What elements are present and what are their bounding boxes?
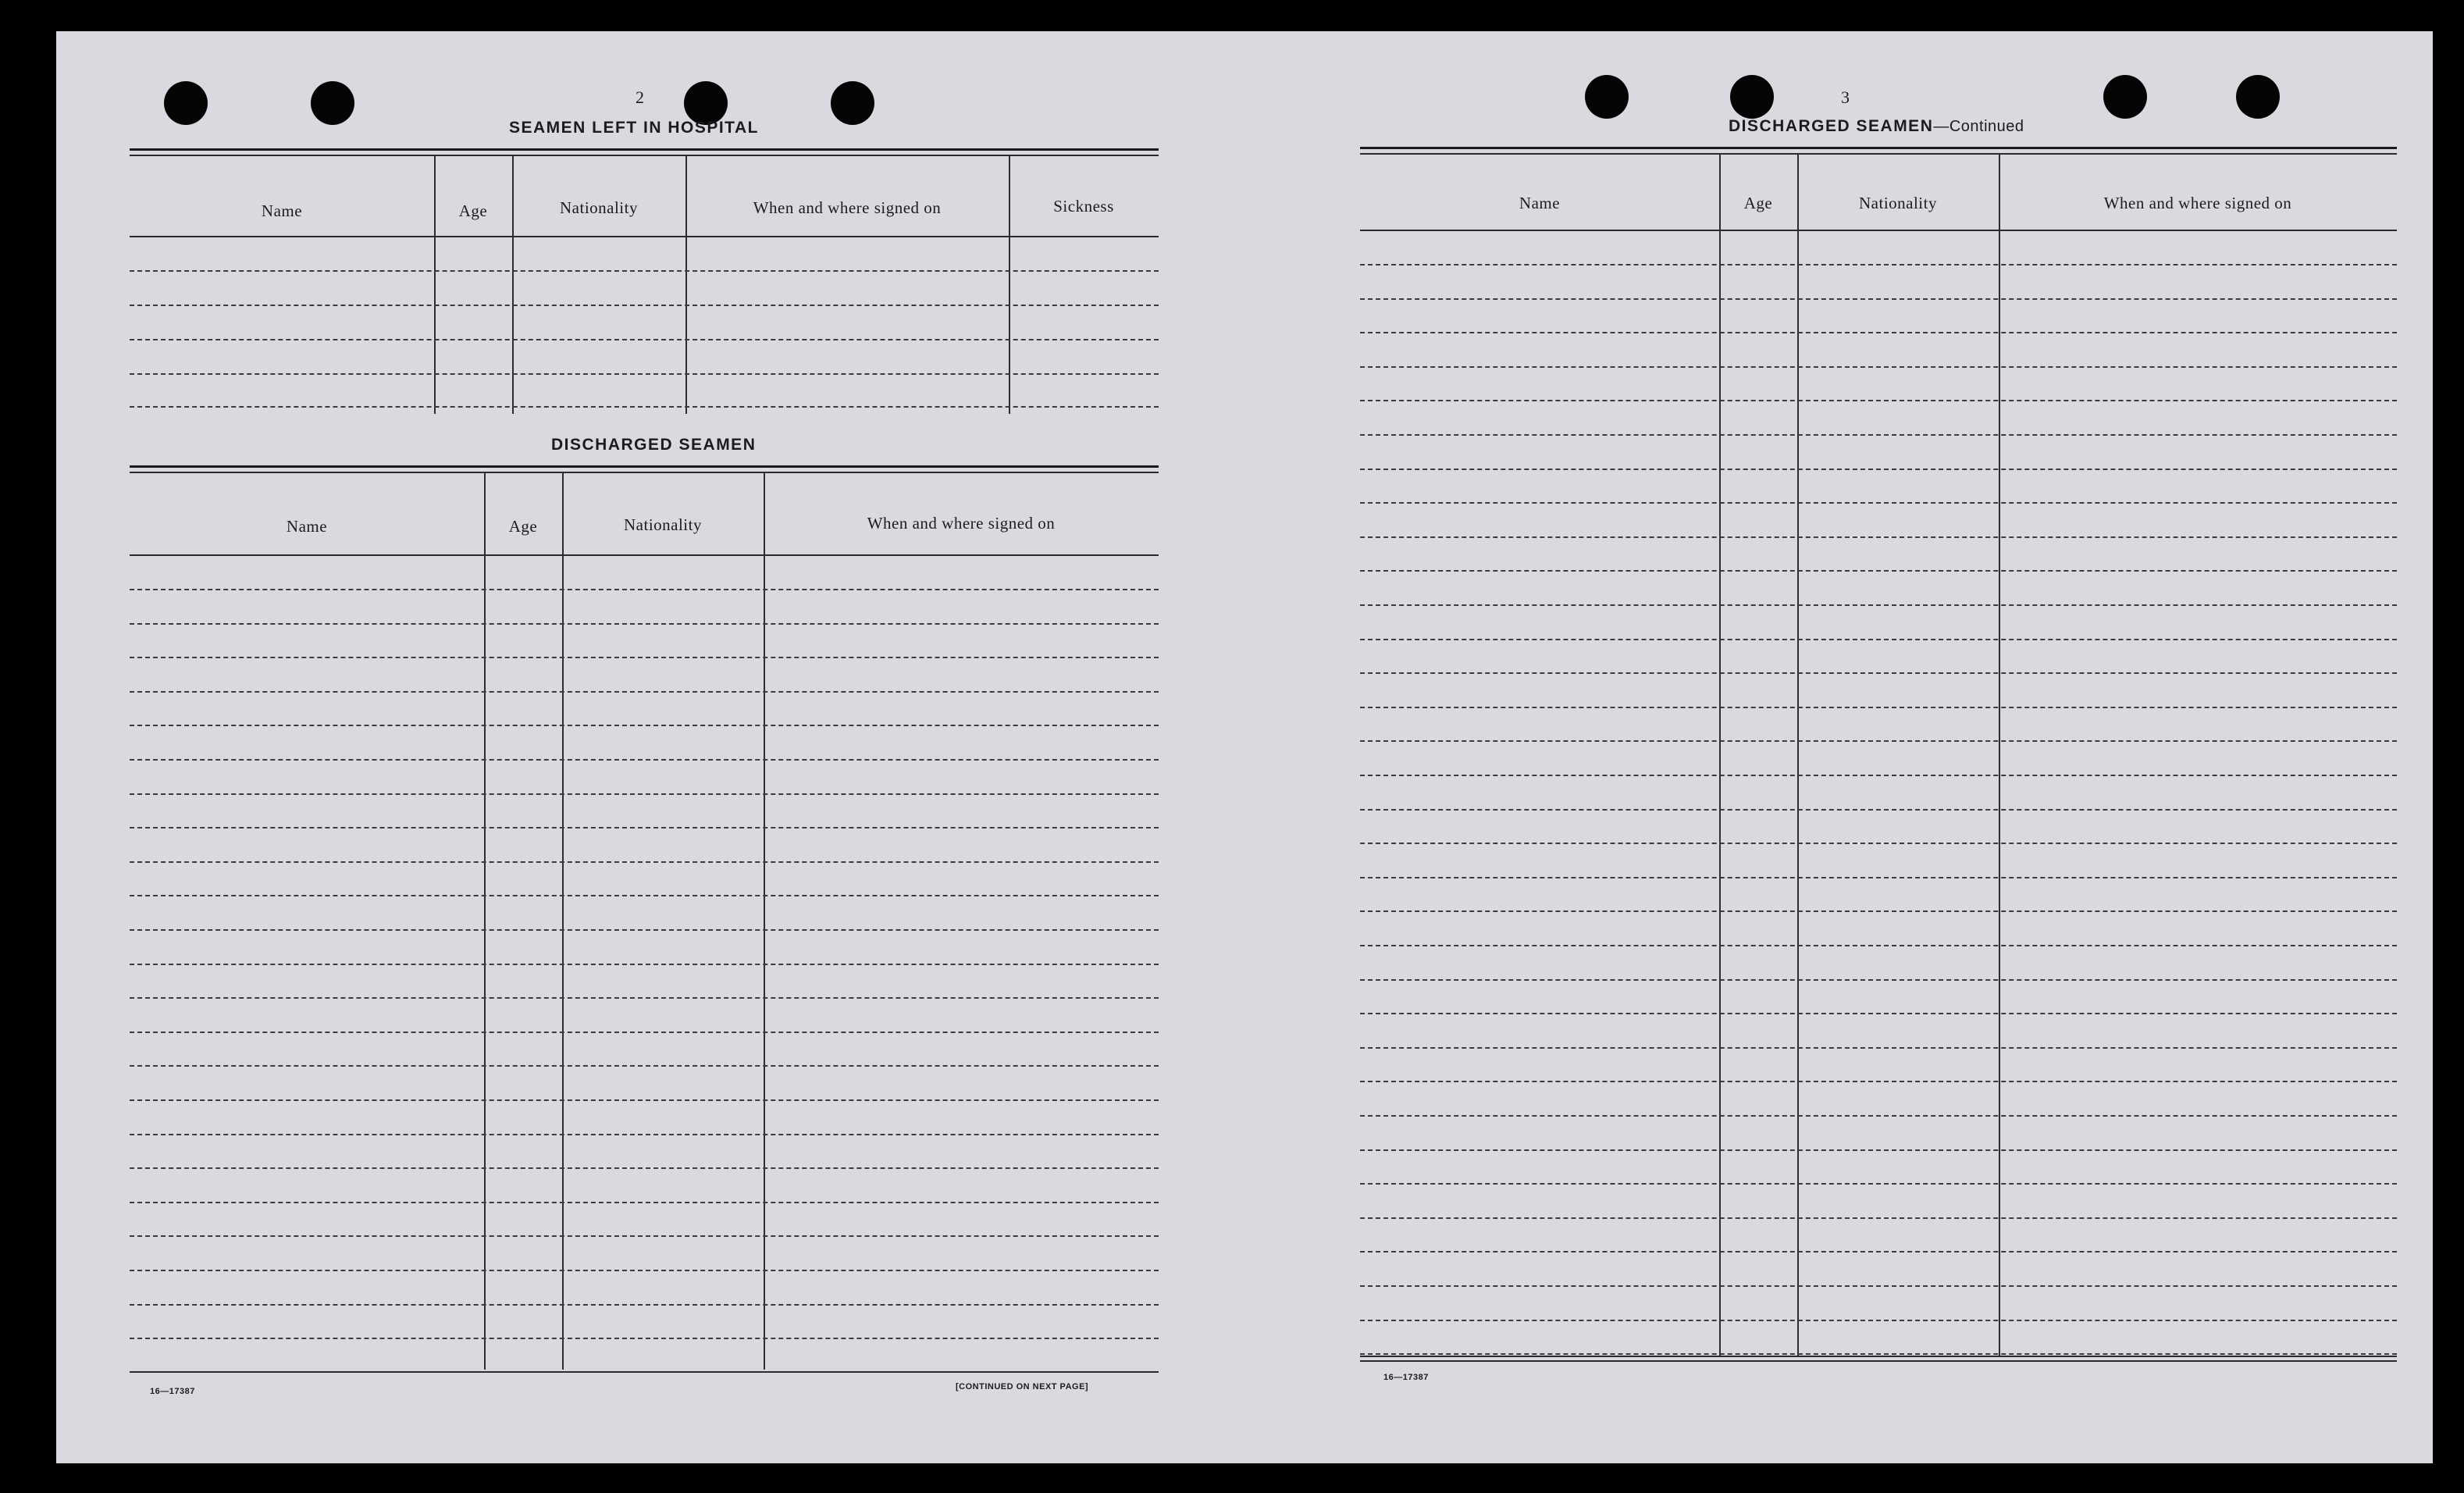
table-row — [1360, 740, 2397, 742]
discharged-section-title: DISCHARGED SEAMEN — [551, 436, 757, 454]
table-row — [130, 997, 1159, 999]
table-row — [1360, 775, 2397, 776]
table-row — [130, 657, 1159, 658]
table-row — [130, 964, 1159, 965]
column-divider — [512, 155, 514, 414]
table-row — [130, 725, 1159, 726]
table-row — [1360, 1047, 2397, 1049]
title-suffix: —Continued — [1933, 118, 2024, 135]
table-row — [1360, 570, 2397, 572]
table-row — [1360, 1081, 2397, 1082]
table-row — [130, 827, 1159, 828]
table-row — [1360, 1353, 2397, 1355]
header-rule — [130, 554, 1159, 556]
table-top-rule — [130, 148, 1159, 151]
table-row — [130, 1032, 1159, 1033]
page-number: 3 — [1841, 87, 1850, 107]
table-top-rule — [1360, 147, 2397, 149]
table-row — [1360, 1115, 2397, 1117]
page-number: 2 — [636, 87, 644, 107]
table-bottom-rule — [1360, 1356, 2397, 1357]
table-row — [1360, 1013, 2397, 1014]
punch-hole — [2103, 75, 2147, 119]
table-row — [130, 373, 1159, 375]
table-row — [1360, 502, 2397, 504]
table-row — [1360, 298, 2397, 300]
column-divider — [1719, 153, 1721, 1357]
table-top-rule — [130, 155, 1159, 156]
column-header-signed-on: When and where signed on — [867, 514, 1056, 533]
punch-hole — [1730, 75, 1774, 119]
table-row — [130, 589, 1159, 590]
table-top-rule — [130, 465, 1159, 468]
table-row — [1360, 332, 2397, 333]
column-header-sickness: Sickness — [1053, 197, 1114, 216]
punch-hole — [831, 81, 874, 125]
document-paper — [56, 31, 2433, 1463]
hospital-table — [130, 148, 1159, 414]
table-row — [130, 1338, 1159, 1339]
column-header-age: Age — [458, 201, 488, 220]
table-row — [130, 1099, 1159, 1101]
table-row — [130, 339, 1159, 340]
table-row — [130, 1167, 1159, 1169]
table-row — [1360, 434, 2397, 436]
table-row — [1360, 1251, 2397, 1252]
table-row — [130, 691, 1159, 693]
continued-note: [CONTINUED ON NEXT PAGE] — [956, 1382, 1089, 1391]
table-row — [1360, 979, 2397, 981]
table-row — [130, 861, 1159, 863]
hospital-section-title: SEAMEN LEFT IN HOSPITAL — [509, 119, 759, 137]
table-row — [1360, 672, 2397, 674]
column-divider — [685, 155, 687, 414]
table-top-rule — [130, 472, 1159, 473]
table-top-rule — [1360, 153, 2397, 155]
table-bottom-rule — [130, 1371, 1159, 1373]
punch-hole — [1585, 75, 1629, 119]
right-page — [1274, 31, 2433, 1463]
table-row — [1360, 264, 2397, 265]
discharged-continued-title — [1729, 117, 2024, 136]
table-row — [130, 1304, 1159, 1306]
table-row — [1360, 604, 2397, 606]
table-row — [1360, 1320, 2397, 1321]
table-row — [1360, 1217, 2397, 1219]
column-header-signed-on: When and where signed on — [753, 198, 942, 217]
table-row — [1360, 639, 2397, 640]
table-row — [130, 793, 1159, 795]
form-number: 16—17387 — [1383, 1373, 1429, 1382]
column-header-name: Name — [261, 201, 303, 220]
column-divider — [434, 155, 436, 414]
table-row — [130, 895, 1159, 896]
table-row — [1360, 400, 2397, 401]
punch-hole — [164, 81, 208, 125]
form-number: 16—17387 — [150, 1387, 195, 1396]
column-header-name: Name — [1519, 194, 1561, 212]
table-row — [1360, 1285, 2397, 1287]
column-header-signed-on: When and where signed on — [2103, 194, 2292, 212]
punch-hole — [311, 81, 354, 125]
table-row — [1360, 1149, 2397, 1151]
table-row — [1360, 707, 2397, 708]
table-row — [130, 406, 1159, 408]
table-row — [130, 1270, 1159, 1271]
table-row — [1360, 469, 2397, 470]
table-row — [130, 270, 1159, 272]
discharged-continued-table — [1360, 147, 2397, 1396]
discharged-table — [130, 465, 1159, 1418]
column-divider — [1009, 155, 1010, 414]
table-row — [130, 623, 1159, 625]
left-page — [56, 31, 1227, 1463]
table-row — [130, 1065, 1159, 1067]
column-header-age: Age — [508, 517, 538, 536]
table-row — [1360, 536, 2397, 538]
table-row — [1360, 809, 2397, 811]
punch-hole — [2236, 75, 2280, 119]
column-header-nationality: Nationality — [560, 198, 638, 217]
column-divider — [1797, 153, 1799, 1357]
table-bottom-rule — [1360, 1360, 2397, 1362]
column-header-nationality: Nationality — [624, 515, 702, 534]
table-row — [1360, 366, 2397, 368]
table-row — [1360, 1183, 2397, 1185]
table-row — [130, 929, 1159, 931]
column-header-name: Name — [286, 517, 328, 536]
table-row — [1360, 945, 2397, 946]
table-row — [1360, 910, 2397, 912]
header-rule — [1360, 230, 2397, 231]
column-header-age: Age — [1743, 194, 1773, 212]
header-rule — [130, 236, 1159, 237]
table-row — [130, 1134, 1159, 1135]
table-row — [130, 759, 1159, 761]
table-row — [1360, 877, 2397, 878]
table-row — [130, 305, 1159, 306]
table-row — [1360, 843, 2397, 844]
title-main: DISCHARGED SEAMEN — [1729, 117, 1934, 135]
table-row — [130, 1235, 1159, 1237]
column-header-nationality: Nationality — [1859, 194, 1937, 212]
column-divider — [1999, 153, 2000, 1357]
table-row — [130, 1202, 1159, 1203]
